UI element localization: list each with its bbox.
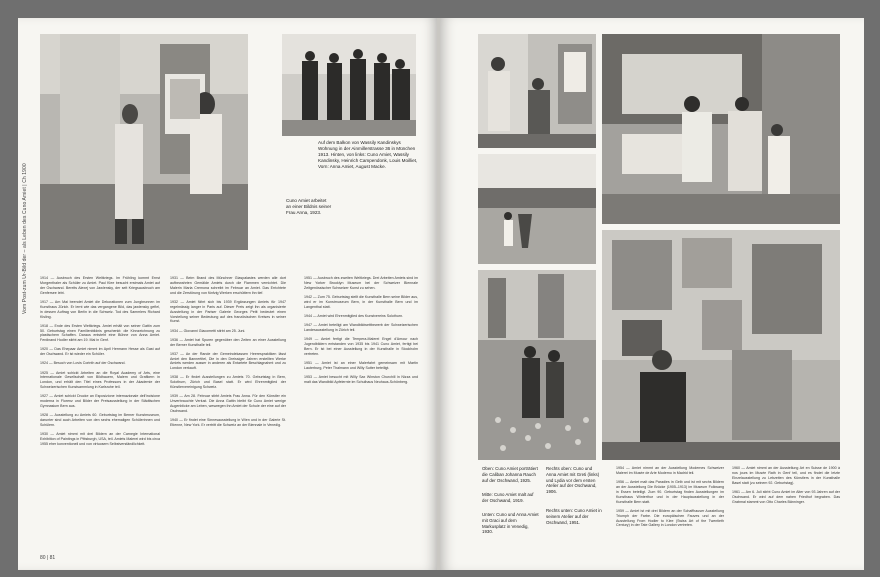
photo-amiet-at-easel-field — [478, 154, 596, 264]
page-number: 80 | 81 — [40, 555, 56, 561]
chronology-entry: 1949 — Amiet fertigt die Tempera-Malerei Engel d'Amour nach Jugendbildern entstanden von 1935 bis 1941 Cuno Amiet, fertigt bei Bern. Er ist bei einer Ausstellung in der Kunsthalle in Stockholm vertreten. — [304, 336, 418, 356]
chronology-entry: 1920 — Das Ehepaar Amiet nimmt im April Hermann Hesse als Gast auf der Oschwand. Er ist wieder ein Schüler. — [40, 347, 160, 357]
chronology-entry: 1960 — Amiet nimmt an der Ausstellung Art en Suisse de 1900 à nos jours im Musée Rath in Genf teil, und es findet die letzte Einzelausstellung zu Lebzeiten des Künstlers in der Kunsthalle Basel statt (zu seinem 92. Geburtstag). — [732, 466, 840, 485]
left-page — [18, 18, 438, 570]
caption-studio: Rechts unten: Cuno Amiet in seinem Atelier auf der Oschwand, 1951. — [546, 508, 602, 525]
right-page — [440, 18, 864, 570]
chronology-entry: 1924 — Besuch von Lovis Corinth auf der Oschwand. — [40, 361, 126, 366]
chronology-entry: 1951 — Ausbruch des zweiten Weltkriegs. Drei Arbeiten Amiets sind im New Yorker Brooklyn Museum bei der Schweizer Biennale Zeitgenössischer Schweizer Kunst zu sehen. — [304, 276, 418, 290]
text-column-2 — [170, 276, 286, 432]
text-column-3 — [304, 276, 418, 389]
caption-painting: Cuno Amiet arbeitet an einer Bildnis seiner Frau Anna, 1923. — [286, 198, 332, 215]
photo-portrait-caliban — [478, 34, 596, 148]
running-head: Vom Post-zum Ur-Bild der – als Leben des Cuno Amiet | Ch 1900 — [22, 163, 28, 314]
chronology-entry: 1940 — Er findet eine Sinnesausstellung in Wien und in der Galerie St. Etienne, New York. Er vertritt die Schweiz an der Biennale in Venedig. — [170, 418, 286, 428]
chronology-entry: 1927 — Amiet schickt Drucke an Esposizione internazionale dell'incisione moderna in Florenz und Bilder der Preisausstellung in der Städtischen Gymnasium Bern aus. — [40, 394, 160, 409]
chronology-entry: 1937 — An der Rande der Gemeindekassen Heerespraktiken lässt Amiet den Bannertitel, Die in den Dreissiger Jahren erstellten Werke Amiets werden ausser in anderen als Entartete Beschlagnahmt und zu London verkauft. — [170, 351, 286, 371]
chronology-entry: 1917 — Am Mai beendet Amiet die Dekorationen zum Jungbrunnen im Kunsthaus Zürich. Er lernt wie das vergangene Bild, das jawlensky gefiel, in dessen Auftrag von Berlin in die Schweiz. Tod des Sammlers Richard Kisling. — [40, 299, 160, 319]
caption-venice: Unten: Cuno und Anna Amiet mit Graci auf dem Markusplatz in Venedig, 1930. — [482, 512, 539, 535]
caption-easel-field: Mitte: Cuno Amiet malt auf der Oschwand, 1919. — [482, 492, 534, 503]
chronology-entry: 1939 — Am 28. Februar stirbt Amiets Frau Anna. Für den Künstler ein Unverbrauchte Verlust. Die Anna Gattin bleibt für Cuno Amiet wenige Augenblicke am Leben, weswegen ihn Amiet der Schule der eine auf der Oschwand. — [170, 394, 286, 414]
chronology-entry: 1944 — Amiet wird Ehrenmitglied des Kunstvereins Solothurn. — [304, 313, 404, 318]
chronology-entry: 1942 — Zum 75. Geburtstag stellt die Kunsthalle Bern seine Bilder aus, wird er im Kunstmuseum Bern, in der Kunsthalle Bern und im Langenthal statt. — [304, 294, 418, 309]
photo-amiet-painting-wife — [40, 34, 248, 250]
chronology-entry: 1930 — Amiet nimmt mit drei Bildern an der Carnegie International Exhibition of Paintings in Pittsburgh, USA, teil. Amiets Malerei wird bis circa 1955 eher konventionell und von virtuosem Selbstverständlichkeit. — [40, 432, 160, 446]
text-column-5 — [732, 466, 840, 509]
chronology-entry: 1925 — Amiet schickt Arbeiten an die Royal Academy of Arts, eine Internationale Gesellschaft von Bildhauern, Malern und Grafikern in London, und erhält den Titel eines Professors in der Akademie der Schweizerischen Kunstsammlung in Karlsruhe teil. — [40, 370, 160, 390]
caption-portrait-caliban: Oben: Cuno Amiet porträtiert die Caliban Johanna Rauch auf der Oschwand, 1925. — [482, 466, 538, 483]
chronology-entry: 1959 — Amiet ist mit drei Bildern an der Schaffhauser Ausstellung Triumph der Farbe. Die europäischen Fauves und an der Ausstellung From Hodler to Klee (Swiss Art of the Twentieth Century) in der Tate Gallery in London vertreten. — [616, 508, 724, 528]
chronology-entry: 1938 — Er findet Ausstellungen zu Amiets 70. Geburtstag in Bern, Solothurn, Zürich und Basel statt. Er wird Ehrenmitglied der Künstlervereinigung Schweiz. — [170, 375, 286, 390]
chronology-entry: 1932 — Amiet fährt sich bis 1939 Ergänzungen Amiets für 1947 regelmässig langer in Paris auf. Dieser Preis zeigt ihn als organisierte Ausstellung in der Pariser Galerie Georges Petit bedeutet einen Vorstellung seiner Bedeutung auf des französischen Kreises in seiner Kunst. — [170, 299, 286, 324]
chronology-entry: 1936 — Amiet hat Spuren gegenüber den Zeiten an einer Ausstellung der Berner Kunsthalle teil. — [170, 337, 286, 347]
photo-family-first-atelier — [602, 34, 840, 224]
chronology-entry: 1934 — Giovanni Giacometti stirbt am 25. Juni. — [170, 328, 246, 333]
chronology-entry: 1954 — Amiet nimmt an der Ausstellung Modernes Schweizer Malerei im Musée de Arte Moderno in Madrid teil. — [616, 466, 724, 475]
text-column-1 — [40, 276, 160, 451]
photo-venice-pigeons — [478, 270, 596, 460]
magazine-spread — [18, 18, 864, 570]
chronology-entry: 1956 — Amiet malt das Paradies in Gelb und ist mit sechs Bildern an der Ausstellung Die Brücke (1905–1913) im Museum Folkwang in Essen beteiligt. Zum 90. Geburtstag finden Ausstellungen im Kunsthaus Winterthur und in der Hauptausstellung in der Kunsthalle Bern statt. — [616, 480, 724, 504]
chronology-entry: 1931 — Beim Brand des Münchner Glaspalastes werden alle dort aufbewahrten Gemälde Amiets durch die Flammen vernichtet. Die Malerin Maria Cremona schreibt im Februar an Amiet. Das Errichtete und die Zerstörung von fünfzig Werken erschüttern ihn tief. — [170, 276, 286, 295]
photo-kandinsky-balcony — [282, 34, 416, 136]
chronology-entry: 1918 — Ende des Ersten Weltkriegs. Amiet erhält von seiner Gattin zum 50. Geburtstag einen Familienbildnis geschenkt: die Kinnzeichnung zu plastischem Schaffen. Daraus entsteht eine Bühne von Anna Amiet. Ferdinand Hodler stirbt am 19. Mai in Genf. — [40, 323, 160, 343]
chronology-entry: 1951 — Amiet ist an einer Malerfahrt gemeinsam mit Martin Lauterburg, Peter Thalmann und Willy Sutter beteiligt. — [304, 360, 418, 370]
chronology-entry: 1947 — Amiet beteiligt am Wandbildwettbewerb der Schweizerischen Landesausstellung in Zürich teil. — [304, 322, 418, 332]
caption-balcony: Auf dem Balkon von Wassily Kandinskys Wohnung in der Ainmillerstrasse 36 in München 1913. Hinten, von links: Cuno Amiet, Wassily Kandinsky, Heinrich Campendonk, Louis Moilliet, Vorn: Anna Amiet, August Macke. — [318, 140, 418, 169]
caption-first-atelier: Rechts oben: Cuno und Anna Amiet mit Greti (links) und Lydia vor dem ersten Atelier auf der Oschwand, 1906. — [546, 466, 600, 495]
chronology-entry: 1961 — Am 6. Juli stirbt Cuno Amiet im Alter von 93 Jahren auf der Oschwand. Er wird auf dem nahen Friedhof begraben. Das Grabmal stammt von Otto Charles Bänninger. — [732, 489, 840, 504]
chronology-entry: 1928 — Ausstellung zu Amiets 60. Geburtstag im Berner Kunstmuseum, darunter sind auch Arbeiten von den sechs ehemaligen Schülerinnen und Schülern. — [40, 413, 160, 428]
photo-amiet-studio — [602, 230, 840, 460]
chronology-entry: 1914 — Ausbruch des Ersten Weltkriegs. Im Frühling kommt Ernst Morgenthaler als Schüler zu Amiet. Paul Klee besucht erstmals Amiet auf der Oschwand. Bereits Alexej von Jawlensky, der seit Kriegsausbruch am Genfersee lebt. — [40, 276, 160, 295]
chronology-entry: 1953 — Amiet besucht mit Willy Sax Winston Churchill in Nizza und malt das Wandbild Apfelernte im Schulhaus Neuhaus-Schönberg. — [304, 374, 418, 384]
text-column-4 — [616, 466, 724, 533]
